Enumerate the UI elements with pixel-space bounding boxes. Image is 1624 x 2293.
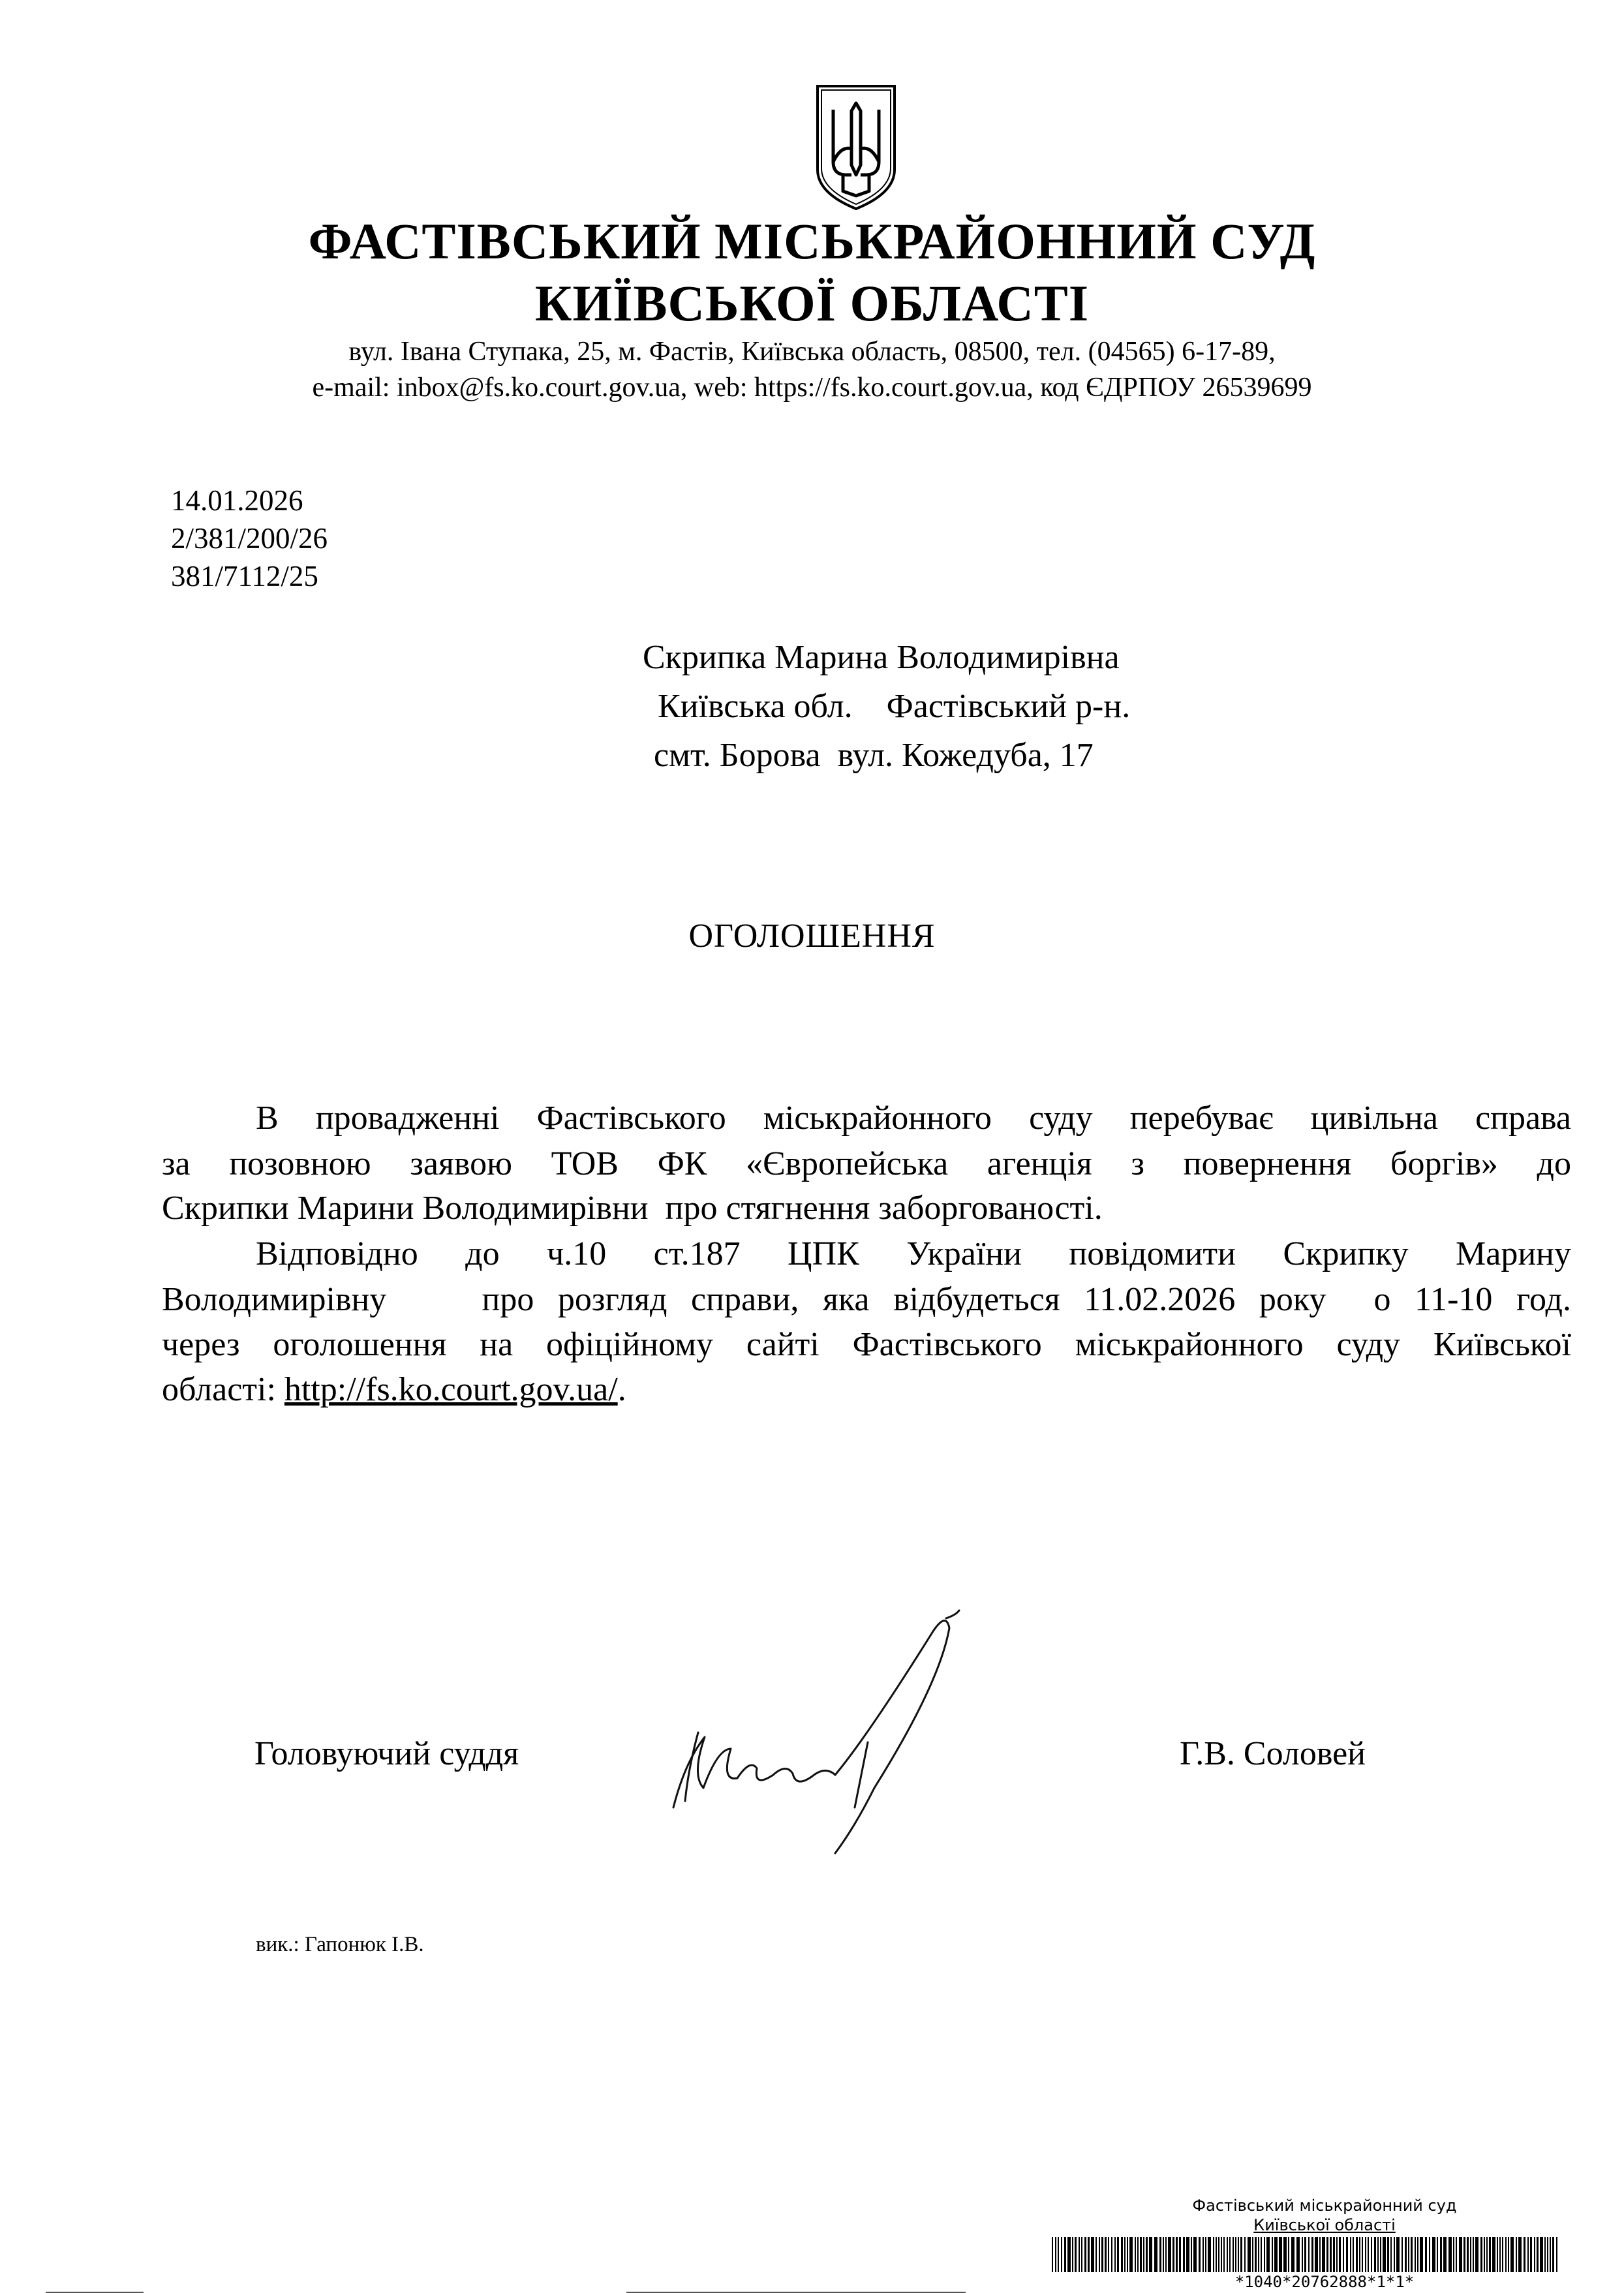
barcode-bar	[1055, 2237, 1056, 2272]
barcode-bar	[1108, 2237, 1109, 2272]
barcode-bar	[1213, 2237, 1214, 2272]
barcode-bar	[1502, 2237, 1503, 2272]
barcode-bar	[1279, 2237, 1282, 2272]
barcode-bar	[1191, 2237, 1192, 2272]
barcode-bar	[1394, 2237, 1395, 2272]
signer-title: Головуючий суддя	[254, 1735, 519, 1772]
court-address-line1: вул. Івана Ступака, 25, м. Фастів, Київська область, 08500, тел. (04565) 6-17-89,	[348, 337, 1276, 367]
barcode-bar	[1368, 2237, 1369, 2272]
barcode-bar	[1140, 2237, 1142, 2272]
barcode-bar	[1443, 2237, 1447, 2272]
tryzub-coat-of-arms-icon	[814, 84, 898, 211]
barcode-bar	[1111, 2237, 1112, 2272]
stamp-court-name: Фастівський міськрайонний суд	[1192, 2196, 1457, 2215]
barcode-bar	[1304, 2237, 1306, 2272]
barcode-bar	[1058, 2237, 1059, 2272]
barcode-bar	[1176, 2237, 1178, 2272]
barcode-bar	[1339, 2237, 1341, 2272]
barcode-bar	[1203, 2237, 1204, 2272]
barcode-bar	[1061, 2237, 1062, 2272]
barcode-bar	[1475, 2237, 1478, 2272]
barcode-bar	[1540, 2237, 1543, 2272]
recipient-address-line2: смт. Борова вул. Кожедуба, 17	[654, 737, 1094, 774]
barcode-bar	[1420, 2237, 1423, 2272]
reference-number-2: 381/7112/25	[171, 560, 318, 592]
barcode-bar	[1227, 2237, 1228, 2272]
barcode-bar	[1127, 2237, 1128, 2272]
barcode-number: *1040*20762888*1*1*	[1234, 2273, 1415, 2291]
barcode-bar	[1052, 2237, 1053, 2272]
barcode-bar	[1537, 2237, 1539, 2272]
barcode-bar	[1084, 2237, 1086, 2272]
barcode-bar	[1374, 2237, 1376, 2272]
barcode-bar	[1524, 2237, 1525, 2272]
barcode-bar	[1121, 2237, 1123, 2272]
barcode-bar	[1266, 2237, 1270, 2272]
barcode-bar	[1114, 2237, 1116, 2272]
barcode-bar	[1508, 2237, 1509, 2272]
barcode-bar	[1362, 2237, 1363, 2272]
paragraph-2-line-4-suffix: .	[617, 1371, 626, 1408]
barcode-bar	[1159, 2237, 1161, 2272]
barcode-bar	[1261, 2237, 1262, 2272]
barcode-bar	[1081, 2237, 1082, 2272]
barcode-bar	[1105, 2237, 1107, 2272]
barcode-icon	[1052, 2237, 1561, 2272]
barcode-bar	[1473, 2237, 1474, 2272]
barcode-bar	[1291, 2237, 1295, 2272]
signer-name: Г.В. Соловей	[1180, 1735, 1366, 1772]
barcode-bar	[1547, 2237, 1548, 2272]
barcode-bar	[1091, 2237, 1094, 2272]
barcode-bar	[1484, 2237, 1485, 2272]
barcode-bar	[1129, 2237, 1133, 2272]
barcode-bar	[1499, 2237, 1501, 2272]
barcode-bar	[1088, 2237, 1090, 2272]
barcode-bar	[1146, 2237, 1148, 2272]
barcode-bar	[1238, 2237, 1239, 2272]
stamp-court-region: Київської області	[1253, 2216, 1396, 2234]
barcode-bar	[1240, 2237, 1242, 2272]
barcode-bar	[1137, 2237, 1139, 2272]
paragraph-2-line-4-prefix: області:	[162, 1371, 284, 1408]
barcode-bar	[1440, 2237, 1442, 2272]
barcode-bar	[1216, 2237, 1217, 2272]
barcode-bar	[1255, 2237, 1257, 2272]
barcode-bar	[1193, 2237, 1197, 2272]
barcode-bar	[1380, 2237, 1381, 2272]
barcode-bar	[1510, 2237, 1514, 2272]
barcode-bar	[1505, 2237, 1507, 2272]
barcode-bar	[1453, 2237, 1454, 2272]
barcode-bar	[1274, 2237, 1278, 2272]
barcode-bar	[1556, 2237, 1557, 2272]
barcode-bar	[1516, 2237, 1517, 2272]
barcode-bar	[1330, 2237, 1332, 2272]
barcode-bar	[1179, 2237, 1181, 2272]
court-name-line2: КИЇВСЬКОЇ ОБЛАСТІ	[534, 275, 1090, 331]
barcode-bar	[1117, 2237, 1119, 2272]
barcode-bar	[1518, 2237, 1522, 2272]
barcode-bar	[1437, 2237, 1438, 2272]
barcode-bar	[1534, 2237, 1535, 2272]
barcode-bar	[1486, 2237, 1488, 2272]
barcode-bar	[1326, 2237, 1328, 2272]
barcode-bar	[1417, 2237, 1418, 2272]
barcode-bar	[1429, 2237, 1430, 2272]
barcode-bar	[1208, 2237, 1211, 2272]
barcode-bar	[1365, 2237, 1366, 2272]
barcode-bar	[1359, 2237, 1360, 2272]
barcode-bar	[1067, 2237, 1071, 2272]
barcode-bar	[1163, 2237, 1164, 2272]
barcode-bar	[1346, 2237, 1348, 2272]
barcode-bar	[1353, 2237, 1354, 2272]
barcode-bar	[1315, 2237, 1318, 2272]
barcode-bar	[1186, 2237, 1189, 2272]
barcode-bar	[1480, 2237, 1482, 2272]
barcode-bar	[1470, 2237, 1471, 2272]
barcode-bar	[1149, 2237, 1152, 2272]
court-website-link[interactable]: http://fs.ko.court.gov.ua/	[284, 1371, 618, 1408]
handwritten-signature-icon	[659, 1592, 1024, 1879]
notice-title: ОГОЛОШЕННЯ	[688, 917, 936, 955]
barcode-bar	[1258, 2237, 1259, 2272]
barcode-bar	[1075, 2237, 1077, 2272]
paragraph-2-line-2: Володимирівну про розгляд справи, яка відбудеться 11.02.2026 року о 11-10 год.	[162, 1281, 1571, 1318]
barcode-bar	[1101, 2237, 1103, 2272]
barcode-bar	[1530, 2237, 1532, 2272]
barcode-bar	[1463, 2237, 1465, 2272]
paragraph-2-line-4	[162, 1368, 1571, 1412]
barcode-bar	[1248, 2237, 1251, 2272]
barcode-bar	[1302, 2237, 1303, 2272]
recipient-address-line1: Київська обл. Фастівський р-н.	[658, 688, 1131, 725]
barcode-bar	[1390, 2237, 1392, 2272]
barcode-bar	[1405, 2237, 1407, 2272]
barcode-bar	[1205, 2237, 1206, 2272]
barcode-bar	[1218, 2237, 1219, 2272]
barcode-bar	[1095, 2237, 1097, 2272]
paragraph-2-line-1: Відповідно до ч.10 ст.187 ЦПК України повідомити Скрипку Марину	[256, 1235, 1571, 1272]
court-contacts-line: e-mail: inbox@fs.ko.court.gov.ua, web: https://fs.ko.court.gov.ua, код ЄДРПОУ 26539699	[312, 373, 1312, 403]
barcode-bar	[1311, 2237, 1313, 2272]
barcode-bar	[1336, 2237, 1338, 2272]
paragraph-1-line-3: Скрипки Марини Володимирівни про стягнення заборгованості.	[162, 1190, 1103, 1227]
barcode-bar	[1387, 2237, 1389, 2272]
barcode-bar	[1527, 2237, 1529, 2272]
barcode-bar	[1183, 2237, 1185, 2272]
barcode-bar	[1467, 2237, 1469, 2272]
barcode-bar	[1099, 2237, 1100, 2272]
barcode-bar	[1072, 2237, 1073, 2272]
barcode-bar	[1411, 2237, 1413, 2272]
barcode-bar	[1244, 2237, 1246, 2272]
barcode-bar	[1079, 2237, 1080, 2272]
barcode-bar	[1154, 2237, 1157, 2272]
barcode-bar	[1396, 2237, 1400, 2272]
barcode-bar	[1283, 2237, 1287, 2272]
barcode-bar	[1544, 2237, 1546, 2272]
barcode-bar	[1402, 2237, 1403, 2272]
barcode-bar	[1489, 2237, 1491, 2272]
court-name-line1: ФАСТІВСЬКИЙ МІСЬКРАЙОННИЙ СУД	[308, 213, 1316, 269]
barcode-bar	[1492, 2237, 1495, 2272]
barcode-bar	[1319, 2237, 1321, 2272]
barcode-bar	[1552, 2237, 1554, 2272]
barcode-bar	[1425, 2237, 1427, 2272]
barcode-bar	[1308, 2237, 1310, 2272]
barcode-bar	[1415, 2237, 1416, 2272]
document-date: 14.01.2026	[171, 484, 303, 517]
barcode-bar	[1252, 2237, 1253, 2272]
barcode-bar	[1456, 2237, 1457, 2272]
barcode-bar	[1135, 2237, 1136, 2272]
barcode-bar	[1296, 2237, 1300, 2272]
barcode-bar	[1371, 2237, 1372, 2272]
barcode-bar	[1229, 2237, 1231, 2272]
recipient-name: Скрипка Марина Володимирівна	[643, 639, 1120, 676]
barcode-bar	[1497, 2237, 1498, 2272]
barcode-bar	[1377, 2237, 1379, 2272]
paragraph-1-line-2: за позовною заявою ТОВ ФК «Європейська агенція з повернення боргів» до	[162, 1145, 1571, 1182]
barcode-bar	[1124, 2237, 1126, 2272]
barcode-bar	[1550, 2237, 1551, 2272]
barcode-bar	[1448, 2237, 1452, 2272]
reference-number-1: 2/381/200/26	[171, 522, 328, 555]
barcode-bar	[1143, 2237, 1144, 2272]
barcode-bar	[1172, 2237, 1174, 2272]
paragraph-2-line-3: через оголошення на офіційному сайті Фастівського міськрайонного суду Київської	[162, 1326, 1571, 1363]
paragraph-1-line-1: В провадженні Фастівського міськрайонного суду перебуває цивільна справа	[256, 1100, 1571, 1137]
barcode-bar	[1221, 2237, 1222, 2272]
barcode-bar	[1383, 2237, 1386, 2272]
barcode-bar	[1199, 2237, 1201, 2272]
barcode-bar	[1272, 2237, 1273, 2272]
barcode-bar	[1333, 2237, 1335, 2272]
barcode-bar	[1235, 2237, 1236, 2272]
barcode-bar	[1356, 2237, 1358, 2272]
barcode-bar	[1343, 2237, 1344, 2272]
barcode-bar	[1288, 2237, 1289, 2272]
barcode-bar	[1459, 2237, 1462, 2272]
barcode-bar	[1322, 2237, 1325, 2272]
barcode-bar	[1350, 2237, 1351, 2272]
barcode-bar	[1408, 2237, 1409, 2272]
barcode-bar	[1165, 2237, 1167, 2272]
barcode-bar	[1168, 2237, 1171, 2272]
barcode-bar	[1233, 2237, 1234, 2272]
executor-note: вик.: Гапонюк І.В.	[256, 1933, 424, 1956]
barcode-bar	[1432, 2237, 1435, 2272]
barcode-bar	[1064, 2237, 1066, 2272]
barcode-bar	[1264, 2237, 1265, 2272]
barcode-bar	[1223, 2237, 1225, 2272]
